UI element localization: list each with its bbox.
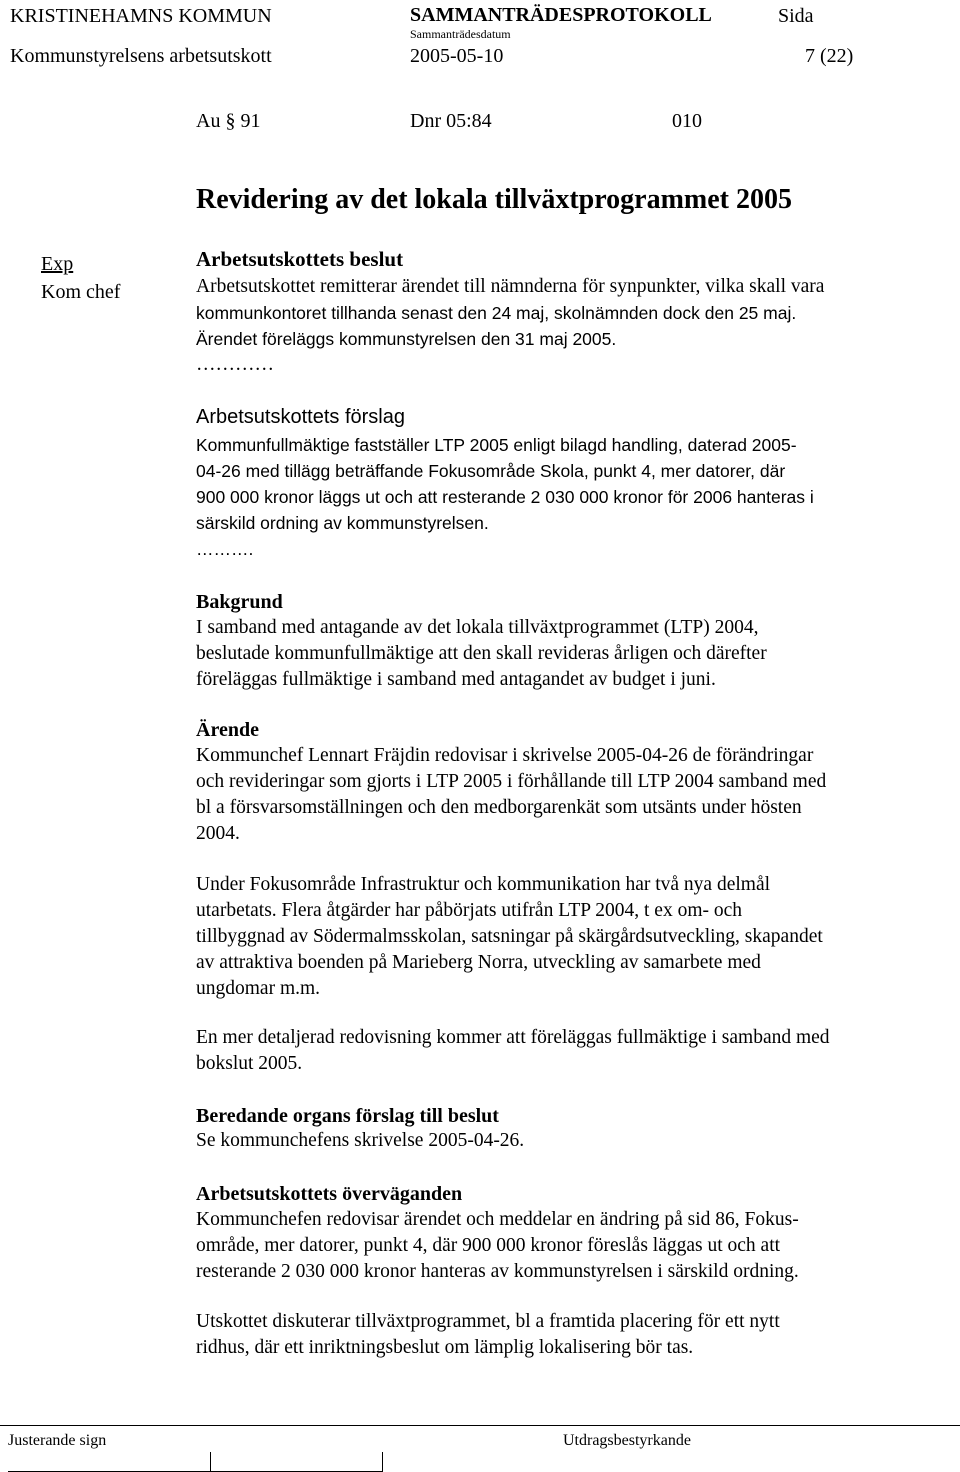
meeting-date: 2005-05-10 — [410, 45, 504, 67]
bakgrund-text: I samband med antagande av det lokala tillväxtprogrammet (LTP) 2004, beslutade kommunfullmäktige att den skall revideras årligen och därefter föreläggas fullmäktige i samband med antagandet av budget i juni. — [196, 617, 767, 690]
forslag-heading: Arbetsutskottets förslag — [196, 406, 405, 428]
beredande-text: Se kommunchefens skrivelse 2005-04-26. — [196, 1130, 525, 1151]
beslut-heading: Arbetsutskottets beslut — [196, 247, 404, 271]
separator-dots: ………. — [196, 539, 254, 559]
overvaganden-heading: Arbetsutskottets överväganden — [196, 1183, 463, 1205]
signature-field-divider — [210, 1452, 211, 1472]
page-label: Sida — [778, 5, 814, 27]
page-number: 7 (22) — [805, 45, 854, 67]
paragraph-number: Au § 91 — [196, 110, 261, 132]
signature-field-divider — [382, 1452, 383, 1472]
forslag-text: Kommunfullmäktige fastställer LTP 2005 enligt bilagd handling, daterad 2005- 04-26 med tillägg beträffande Fokusområde Skola, punkt 4, mer datorer, där 900 000 kronor läggs ut och att resterande 2 030 000 kronor för 2006 hanteras i särskild ordning av kommunstyrelsen. ………. — [196, 432, 814, 562]
committee-name: Kommunstyrelsens arbetsutskott — [10, 45, 272, 67]
arende-paragraph-3: En mer detaljerad redovisning kommer att föreläggas fullmäktige i samband med bokslut 2005. — [196, 1027, 830, 1074]
bakgrund-heading: Bakgrund — [196, 591, 283, 613]
extract-label: Utdragsbestyrkande — [563, 1432, 691, 1449]
document-type: SAMMANTRÄDESPROTOKOLL — [410, 4, 712, 26]
arende-paragraph-2: Under Fokusområde Infrastruktur och kommunikation har två nya delmål utarbetats. Flera åtgärder har påbörjats utifrån LTP 2004, t ex om- och tillbyggnad av Södermalmsskolan, satsningar på skärgårdsutveckling, skapandet av attraktiva boenden på Marieberg Norra, utveckling av samarbete med ungdomar m.m. — [196, 874, 823, 999]
diary-number: Dnr 05:84 — [410, 110, 492, 132]
page-title: Revidering av det lokala tillväxtprogrammet 2005 — [196, 184, 792, 215]
overvaganden-paragraph-1: Kommunchefen redovisar ärendet och meddelar en ändring på sid 86, Fokus- område, mer datorer, punkt 4, där 900 000 kronor föreslås läggas ut och att resterande 2 030 000 kronor hanteras av kommunstyrelsen i särskild ordning. — [196, 1209, 799, 1282]
beredande-heading: Beredande organs förslag till beslut — [196, 1105, 499, 1127]
beslut-text: Arbetsutskottet remitterar ärendet till nämnderna för synpunkter, vilka skall vara kommunkontoret tillhanda senast den 24 maj, skolnämnden dock den 25 maj. Ärendet föreläggs kommunstyrelsen den 31 maj 2005. ………… — [196, 274, 824, 378]
exp-label: Exp — [41, 253, 74, 275]
case-code: 010 — [672, 110, 702, 132]
exp-recipient: Kom chef — [41, 281, 121, 303]
arende-heading: Ärende — [196, 719, 259, 741]
arende-paragraph-1: Kommunchef Lennart Fräjdin redovisar i skrivelse 2005-04-26 de förändringar och revideringar som gjorts i LTP 2005 i förhållande till LTP 2004 samband med bl a försvarsomställningen och den medborgarenkät som utsänts under hösten 2004. — [196, 745, 827, 844]
overvaganden-paragraph-2: Utskottet diskuterar tillväxtprogrammet, bl a framtida placering för ett nytt ridhus, där ett inriktningsbeslut om lämplig lokalisering bör tas. — [196, 1311, 780, 1358]
municipality-name: KRISTINEHAMNS KOMMUN — [10, 5, 272, 27]
date-label: Sammanträdesdatum — [410, 27, 511, 41]
footer-rule — [0, 1425, 960, 1426]
sign-label: Justerande sign — [8, 1432, 107, 1449]
separator-dots: ………… — [196, 354, 274, 375]
